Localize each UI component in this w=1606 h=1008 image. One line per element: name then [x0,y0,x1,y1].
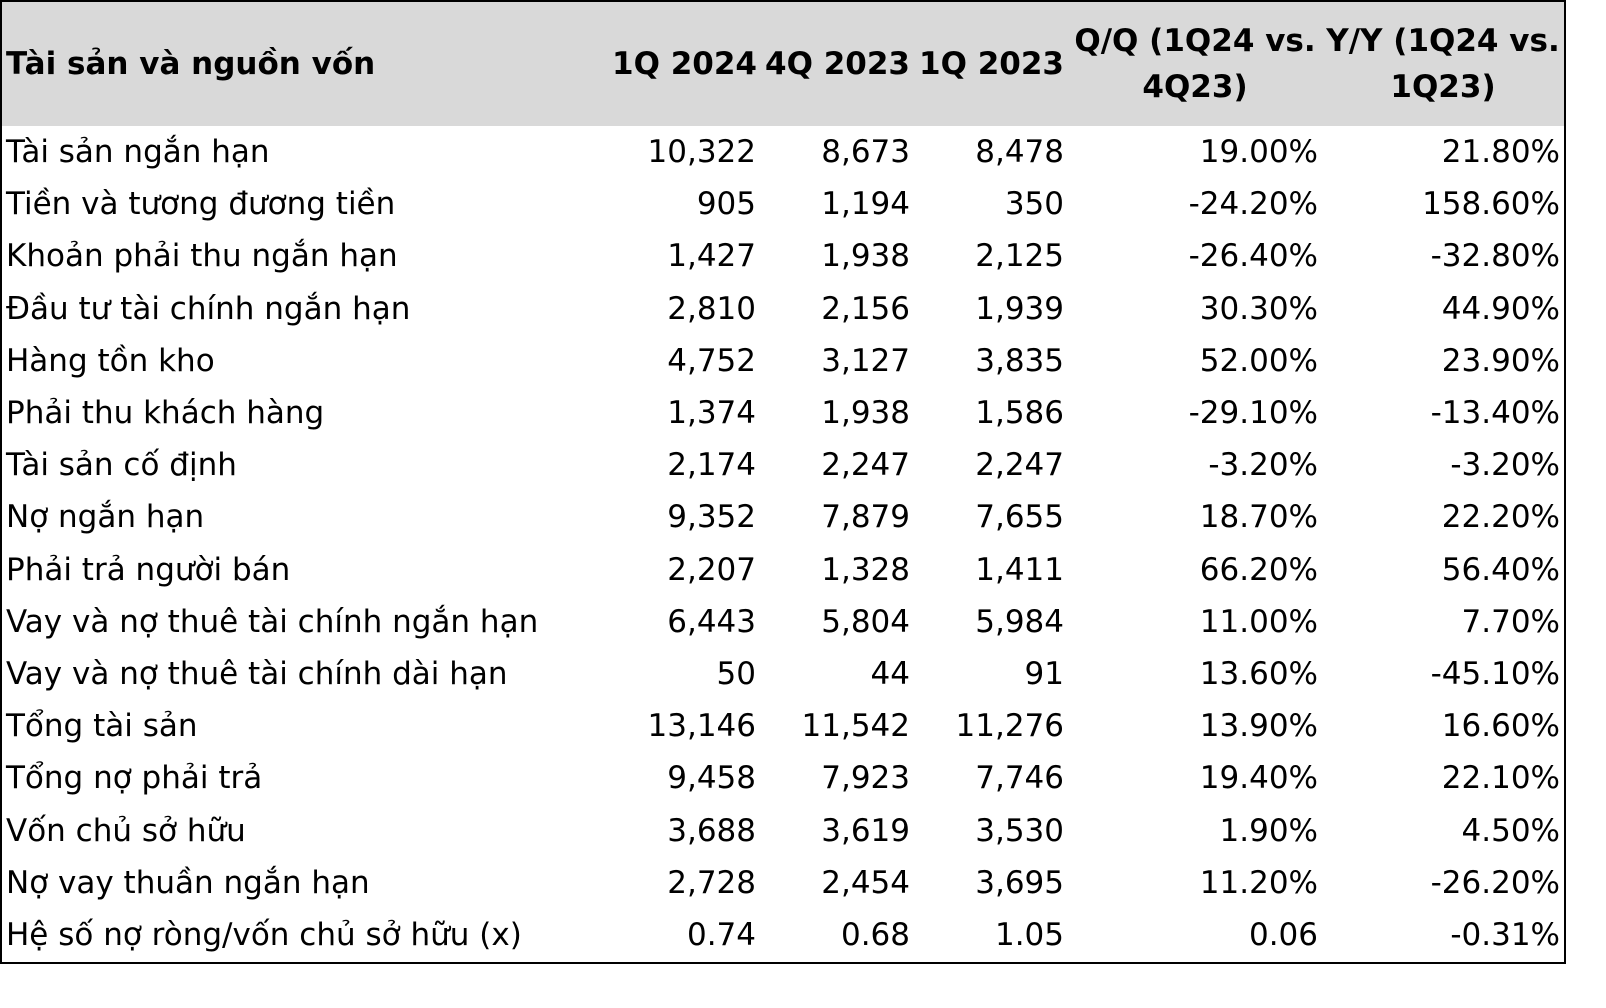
cell-1q-2024: 3,688 [667,812,756,849]
table-row [2,335,1564,387]
cell-qoq: 1.90% [1219,812,1318,849]
table-row [2,752,1564,804]
table-row [2,596,1564,648]
table-row [2,126,1564,178]
cell-4q-2023: 3,127 [821,342,910,379]
cell-yoy: 44.90% [1441,290,1560,327]
cell-yoy: -26.20% [1430,864,1560,901]
balance-sheet-table [2,2,1564,961]
cell-yoy: -0.31% [1450,916,1560,953]
row-label: Tiền và tương đương tiền [6,186,396,223]
cell-yoy: -45.10% [1430,655,1560,692]
cell-yoy: -13.40% [1430,395,1560,432]
cell-yoy: 22.10% [1441,760,1560,797]
cell-4q-2023: 11,542 [801,708,910,745]
header-cell-yoy: Y/Y (1Q24 vs. 1Q23) [1326,23,1560,105]
cell-qoq: -26.40% [1188,238,1318,275]
header-row [2,2,1564,126]
cell-1q-2023: 3,835 [975,342,1064,379]
cell-yoy: 23.90% [1441,342,1560,379]
cell-1q-2024: 13,146 [647,708,756,745]
row-label: Phải trả người bán [6,551,291,588]
cell-4q-2023: 1,938 [821,238,910,275]
cell-4q-2023: 1,938 [821,395,910,432]
table-row [2,387,1564,439]
cell-1q-2023: 1,586 [975,395,1064,432]
cell-1q-2024: 1,374 [667,395,756,432]
cell-4q-2023: 7,923 [821,760,910,797]
cell-1q-2024: 10,322 [647,134,756,171]
cell-1q-2024: 1,427 [667,238,756,275]
cell-1q-2024: 0.74 [686,916,756,953]
cell-4q-2023: 2,247 [821,447,910,484]
cell-1q-2024: 4,752 [667,342,756,379]
row-label: Vay và nợ thuê tài chính dài hạn [6,655,508,692]
cell-yoy: 4.50% [1461,812,1560,849]
cell-4q-2023: 5,804 [821,603,910,640]
cell-qoq: 13.60% [1199,655,1318,692]
cell-yoy: 7.70% [1461,603,1560,640]
cell-1q-2023: 8,478 [975,134,1064,171]
header-cell-1q-2024: 1Q 2024 [612,46,757,82]
cell-yoy: 22.20% [1441,499,1560,536]
table-row [2,439,1564,491]
row-label: Nợ ngắn hạn [6,499,205,536]
row-label: Hàng tồn kho [6,342,215,379]
cell-qoq: 52.00% [1199,342,1318,379]
cell-1q-2023: 3,695 [975,864,1064,901]
cell-1q-2024: 6,443 [667,603,756,640]
table-row [2,230,1564,282]
row-label: Khoản phải thu ngắn hạn [6,238,398,275]
cell-yoy: 16.60% [1441,708,1560,745]
cell-qoq: -3.20% [1208,447,1318,484]
cell-qoq: 66.20% [1199,551,1318,588]
table-body [2,126,1564,961]
table-row [2,700,1564,752]
cell-1q-2024: 905 [696,186,756,223]
cell-qoq: 11.00% [1199,603,1318,640]
cell-1q-2023: 7,746 [975,760,1064,797]
table-row [2,178,1564,230]
cell-4q-2023: 7,879 [821,499,910,536]
table-row [2,283,1564,335]
table-row [2,804,1564,856]
cell-1q-2024: 2,207 [667,551,756,588]
cell-yoy: -3.20% [1450,447,1560,484]
cell-4q-2023: 2,454 [821,864,910,901]
row-label: Tài sản cố định [6,447,237,484]
cell-1q-2023: 2,125 [975,238,1064,275]
cell-qoq: 30.30% [1199,290,1318,327]
cell-4q-2023: 0.68 [840,916,910,953]
cell-4q-2023: 2,156 [821,290,910,327]
table-row [2,909,1564,961]
header-cell-1q-2023: 1Q 2023 [919,46,1064,82]
table-row [2,544,1564,596]
cell-4q-2023: 1,328 [821,551,910,588]
cell-4q-2023: 8,673 [821,134,910,171]
cell-qoq: 11.20% [1199,864,1318,901]
row-label: Vốn chủ sở hữu [6,812,246,849]
table-row [2,491,1564,543]
cell-qoq: 18.70% [1199,499,1318,536]
cell-1q-2024: 2,810 [667,290,756,327]
cell-1q-2023: 5,984 [975,603,1064,640]
cell-1q-2023: 350 [1004,186,1064,223]
cell-qoq: 19.40% [1199,760,1318,797]
cell-yoy: 21.80% [1441,134,1560,171]
cell-1q-2024: 50 [716,655,756,692]
cell-1q-2024: 2,174 [667,447,756,484]
row-label: Tổng tài sản [6,708,198,745]
cell-1q-2024: 9,458 [667,760,756,797]
cell-1q-2023: 91 [1024,655,1064,692]
cell-1q-2024: 2,728 [667,864,756,901]
cell-1q-2023: 1,411 [975,551,1064,588]
row-label: Phải thu khách hàng [6,395,325,432]
cell-1q-2024: 9,352 [667,499,756,536]
cell-qoq: 0.06 [1248,916,1318,953]
row-label: Tài sản ngắn hạn [6,134,270,171]
row-label: Hệ số nợ ròng/vốn chủ sở hữu (x) [6,916,522,953]
cell-4q-2023: 44 [870,655,910,692]
header-cell-qoq: Q/Q (1Q24 vs. 4Q23) [1074,23,1316,105]
cell-1q-2023: 3,530 [975,812,1064,849]
cell-yoy: 56.40% [1441,551,1560,588]
header-cell-4q-2023: 4Q 2023 [765,46,910,82]
cell-4q-2023: 3,619 [821,812,910,849]
row-label: Vay và nợ thuê tài chính ngắn hạn [6,603,539,640]
table-row [2,857,1564,909]
cell-1q-2023: 7,655 [975,499,1064,536]
row-label: Tổng nợ phải trả [6,760,263,797]
row-label: Đầu tư tài chính ngắn hạn [6,290,411,327]
table-header [2,2,1564,126]
cell-qoq: 19.00% [1199,134,1318,171]
cell-yoy: -32.80% [1430,238,1560,275]
cell-1q-2023: 11,276 [955,708,1064,745]
header-cell-item: Tài sản và nguồn vốn [6,46,376,82]
cell-1q-2023: 1,939 [975,290,1064,327]
cell-qoq: 13.90% [1199,708,1318,745]
cell-qoq: -29.10% [1188,395,1318,432]
table-row [2,648,1564,700]
cell-4q-2023: 1,194 [821,186,910,223]
cell-1q-2023: 1.05 [994,916,1064,953]
cell-qoq: -24.20% [1188,186,1318,223]
row-label: Nợ vay thuần ngắn hạn [6,864,370,901]
cell-1q-2023: 2,247 [975,447,1064,484]
cell-yoy: 158.60% [1422,186,1560,223]
